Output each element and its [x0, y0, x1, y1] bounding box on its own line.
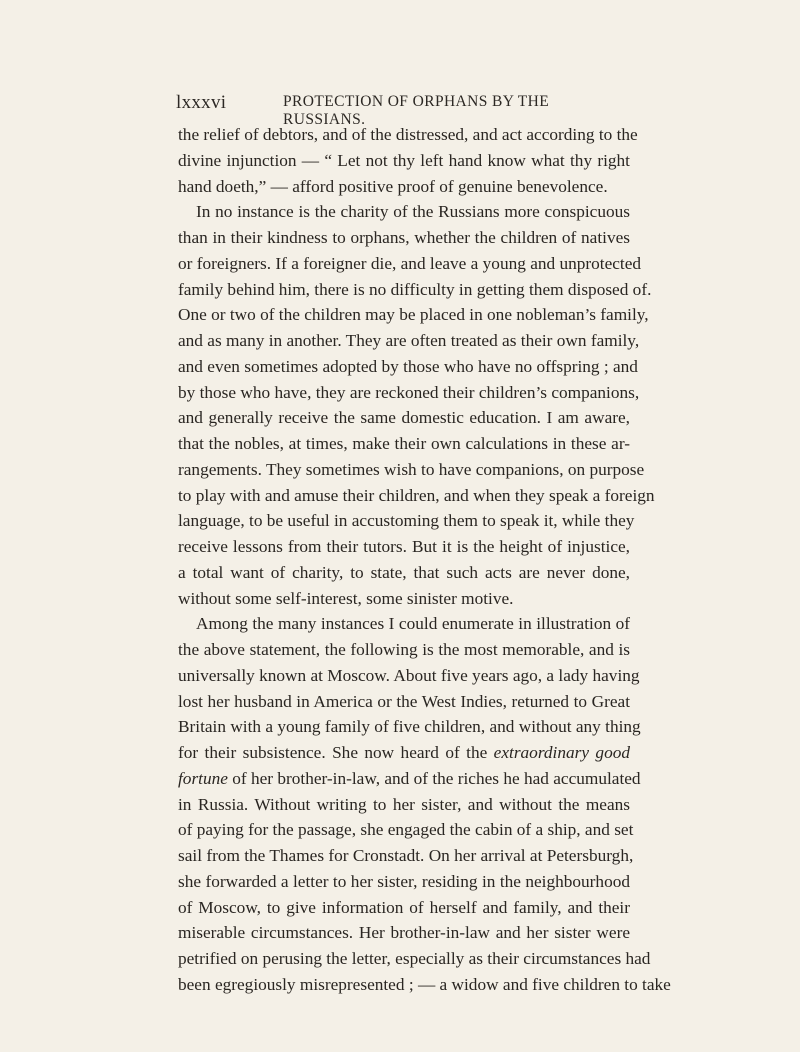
- text-line: than in their kindness to orphans, whether the children of natives: [178, 228, 630, 247]
- text-line: to play with and amuse their children, and when they speak a foreign: [178, 485, 655, 505]
- text-line: family behind him, there is no difficulty in getting them disposed of.: [178, 279, 652, 299]
- text-line: of paying for the passage, she engaged the cabin of a ship, and set: [178, 820, 634, 840]
- text-line: the above statement, the following is the most memorable, and is: [178, 640, 630, 659]
- text-line: Britain with a young family of five children, and without any thing: [178, 717, 641, 737]
- text-line: lost her husband in America or the West Indies, returned to Great: [178, 691, 630, 711]
- text-segment: for their subsistence. She now heard of the: [178, 743, 488, 762]
- body-text: [178, 122, 671, 998]
- text-line: hand doeth,” — afford positive proof of genuine benevolence.: [178, 176, 608, 196]
- text-line: universally known at Moscow. About five years ago, a lady having: [178, 665, 640, 685]
- italic-phrase: extraordinary good: [493, 743, 630, 762]
- running-head: [176, 92, 630, 128]
- text-line: One or two of the children may be placed in one nobleman’s family,: [178, 305, 649, 325]
- text-line: or foreigners. If a foreigner die, and leave a young and unprotected: [178, 253, 642, 273]
- text-line: [178, 740, 630, 766]
- text-line: of Moscow, to give information of herself and family, and their: [178, 897, 630, 917]
- text-line: receive lessons from their tutors. But it is the height of injustice,: [178, 537, 630, 556]
- text-line: sail from the Thames for Cronstadt. On her arrival at Petersburgh,: [178, 846, 634, 865]
- text-line: the relief of debtors, and of the distressed, and act according to the: [178, 125, 638, 144]
- text-line: she forwarded a letter to her sister, residing in the neighbourhood: [178, 871, 630, 891]
- text-line: In no instance is the charity of the Russians more conspicuous: [196, 202, 630, 222]
- text-line: by those who have, they are reckoned their children’s companions,: [178, 382, 640, 402]
- text-line: a total want of charity, to state, that such acts are never done,: [178, 562, 630, 582]
- text-line: rangements. They sometimes wish to have companions, on purpose: [178, 459, 645, 479]
- text-line: Among the many instances I could enumerate in illustration of: [196, 614, 630, 634]
- text-line: [178, 766, 641, 792]
- text-line: and as many in another. They are often treated as their own family,: [178, 331, 640, 350]
- text-line: language, to be useful in accustoming them to speak it, while they: [178, 511, 635, 531]
- page-number: lxxxvi: [176, 92, 227, 113]
- text-line: and generally receive the same domestic education. I am aware,: [178, 408, 630, 428]
- text-line: and even sometimes adopted by those who have no offspring ; and: [178, 356, 638, 376]
- text-line: without some self-interest, some sinister motive.: [178, 588, 514, 608]
- running-title: PROTECTION OF ORPHANS BY THE RUSSIANS.: [283, 93, 550, 128]
- italic-phrase: fortune: [178, 768, 228, 788]
- text-line: petrified on perusing the letter, especially as their circumstances had: [178, 949, 651, 968]
- text-line: in Russia. Without writing to her sister, and without the means: [178, 794, 630, 814]
- text-line: miserable circumstances. Her brother-in-law and her sister were: [178, 923, 630, 943]
- text-line: that the nobles, at times, make their own calculations in these ar-: [178, 434, 630, 453]
- text-segment: of her brother-in-law, and of the riches he had accumulated: [232, 768, 641, 788]
- text-line: been egregiously misrepresented ; — a widow and five children to take: [178, 974, 671, 994]
- text-line: divine injunction — “ Let not thy left hand know what thy right: [178, 150, 630, 170]
